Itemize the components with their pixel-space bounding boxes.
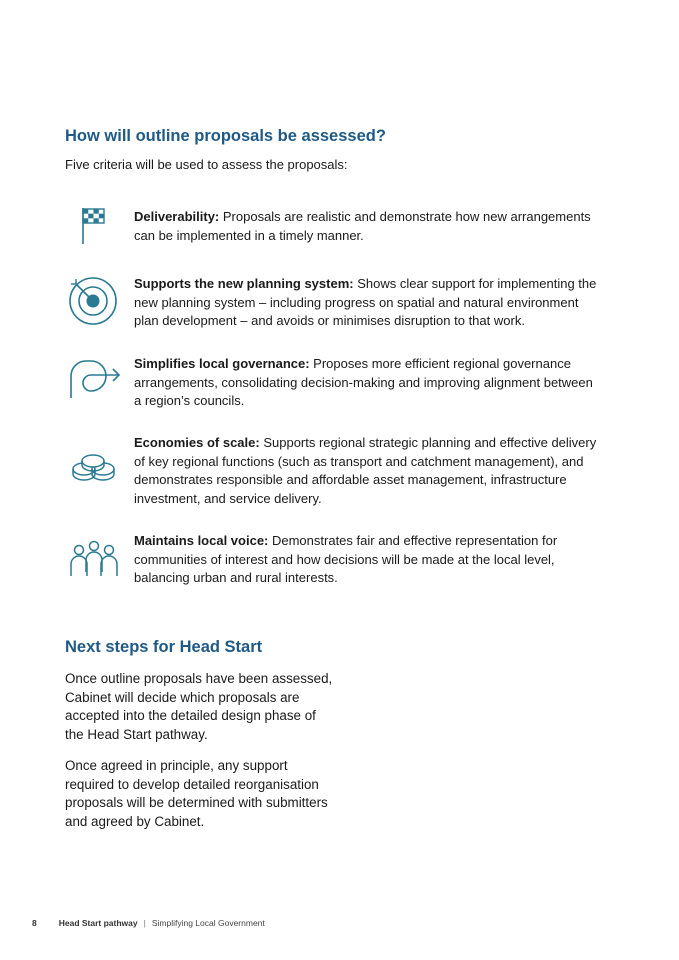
section-heading-assessment: How will outline proposals be assessed?: [65, 127, 386, 145]
footer-separator: |: [143, 918, 146, 928]
criterion-term: Economies of scale:: [134, 435, 260, 450]
criterion-term: Deliverability:: [134, 209, 220, 224]
footer-subtitle: Simplifying Local Government: [151, 918, 265, 928]
criterion-description: Shows clear support for implementing the new planning system – including progress on spatial and natural environment plan development – and avoids or minimises disruption to that work.: [134, 276, 597, 328]
criterion-planning-system: [134, 275, 599, 331]
people-group-icon: [67, 540, 121, 578]
intro-text: Five criteria will be used to assess the proposals:: [65, 157, 348, 172]
criterion-description: Demonstrates fair and effective representation for communities of interest and how decisions will be made at the local level, balancing urban and rural interests.: [134, 533, 558, 585]
criterion-term: Maintains local voice:: [134, 533, 269, 548]
criterion-local-voice: [134, 532, 599, 588]
criterion-term: Simplifies local governance:: [134, 356, 310, 371]
target-icon: [68, 275, 120, 327]
page-number: 8: [32, 918, 37, 928]
coin-stack-icon: [71, 453, 117, 485]
section-heading-next-steps: Next steps for Head Start: [65, 638, 263, 656]
page-footer: [32, 918, 265, 928]
criterion-deliverability: [134, 208, 599, 245]
next-steps-paragraph-1: Once outline proposals have been assessed, Cabinet will decide which proposals are accepted into the detailed design phase of the Head Start pathway.: [65, 671, 333, 742]
criterion-description: Supports regional strategic planning and effective delivery of key regional functions (such as transport and catchment management), and demonstrates responsible and affordable asset management, infrastructure investment, and service delivery.: [134, 435, 597, 506]
criterion-economies-of-scale: [134, 434, 599, 508]
checkered-flag-icon: [80, 206, 108, 246]
criterion-term: Supports the new planning system:: [134, 276, 354, 291]
next-steps-paragraph-2: Once agreed in principle, any support required to develop detailed reorganisation proposals will be determined with submitters and agreed by Cabinet.: [65, 758, 328, 829]
criterion-description: Proposals are realistic and demonstrate how new arrangements can be implemented in a timely manner.: [134, 209, 591, 243]
footer-document-title: Head Start pathway: [58, 918, 138, 928]
loop-arrow-icon: [67, 358, 123, 400]
criterion-local-governance: [134, 355, 599, 411]
criterion-description: Proposes more efficient regional governance arrangements, consolidating decision-making and improving alignment between a region’s councils.: [134, 356, 593, 408]
